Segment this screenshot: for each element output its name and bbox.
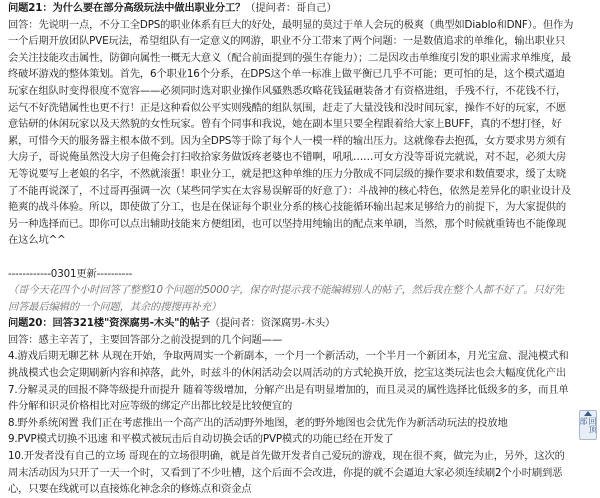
question-21-answer: 回答：先说明一点，不分工全DPS的职业体系有巨大的好处，最明显的莫过于单人会玩的极爽（典型如Diablo和DNF）。但作为一个后期开放团队PVE玩法，希望组队有一定意义的网游，职业不分工带来了两个问题：一是数值追求的单维化，输出职业只会关注技能攻击属性，防御向属性一概无大意义（配合前面提到的强生存能力）；二是因攻击单维度引发的职业需求单维度，最终破坏游戏的整体策划。首先，6个职业16个分系，在DPS这个单一标准上做平衡已几乎不可能；更可怕的是，这个模式逼迫玩家在组队时变得很度不宽容——必须同时选对职业操作风骚熟悉攻略花钱猛砸装备才有资格进组，手残不行，不花钱不行，运气不好洗错属性也更不行！正是这种看似公平实则残酷的组队氛围，赶走了大量没钱和没时间玩家，操作不好的玩家，不愿意钻研的休闲玩家以及天然貌的女性玩家。曾有个同事和我说，她在副本里只要全程跟着给大家上BUFF，真的不想打怪，好累，可惜今天的服务器主根本做不到。因为全DPS等于除了每个人一模一样的输出压力。这就像春去抱孤，女方要求男方须有大房子，哥说俺虽然没大房子但俺会打扫收拾家务做饭疼老婆也不错啊，吼吼……可女方没等哥说完就说，对不起，必须大房无等说要写上老娘的名字，不然就滚蛋！职业分工，就是把这种单维的压力分散成不同层级的操作要求和数值要求，缓了太晓了不能再说深了，不过哥再强调一次（某些同学实在太容易误解哥的好意了）：斗战神的核心特色，依然是差异化的职业设计及艳爽的战斗体验。所以，即使做了分工，也是在保证每个职业分系的核心技能循环输出起来足够给力的前提下，为大家提供的另一种选择而已。即你可以点出辅助技能来方便组团，也可以坚持用纯输出的配点来单刷，当然，那个时候就重铸也不能像现在这么坑^^ xyxy=(8,18,574,247)
post-content xyxy=(8,0,574,498)
question-21-heading: 问题21：为什么要在部分高级玩法中做出职业分工？ xyxy=(8,2,246,14)
scroll-to-top-label: 回顶部 xyxy=(579,417,597,433)
editor-note: （哥今天花四个小时回答了整整10个问题的5000字，保存时提示我不能编辑别人的帖子，然后我在整个人都不好了。只好先回答最后编辑的一个问题，其余的搜搜再补充） xyxy=(8,284,564,313)
answer-item: 10.开发者没有自己的立场 哥现在的立场很明确，就是首先做开发者自己爱玩的游戏，现在很不爽，做完为止，另外，这次的周末活动因为只开了一天一个时，又看到了不少吐槽，这个后面不会改进，你提的就不会逼迫大家必须连续刷2个小时刷到恶心，只要在线就可以直接炼化神念余的修炼点和资金点 xyxy=(8,450,565,496)
question-20 xyxy=(8,315,574,498)
question-20-heading: 问题20：回答321楼"资深腐男-木头"的帖子 xyxy=(8,317,210,330)
spacer xyxy=(8,249,574,266)
answer-item: 9.PVP模式切换不迅速 和平模式被玩击后自动切换会话的PVP模式的功能已经在开发了 xyxy=(8,433,394,446)
answer-item: 7.分解灵灵的回报不降等级提升而提升 随着等级增加，分解产出是有明显增加的，而且灵灵的属性选择比低级多的多，而且单件分解和识灵价格相比对应等级的绑定产出都比较是比较便宜的 xyxy=(8,383,569,413)
update-separator: ------------0301更新---------- xyxy=(8,267,133,280)
question-21-asker: （提问者：哥自己） xyxy=(245,2,337,14)
question-20-asker: （提问者：资深腐男-木头） xyxy=(209,317,336,330)
scroll-to-top-button[interactable] xyxy=(579,410,597,440)
question-20-intro: 回答：感主辛苦了，主要回答部分之前没提到的几个问题—— xyxy=(8,333,282,346)
answer-item: 8.野外系统闲置 我们正在考虑推出一个高产出的活动野外地图，老的野外地图也会优先作为新活动玩法的投放地 xyxy=(8,416,508,429)
answer-item: 4.游戏后期无聊艺林 从现在开始，争取两周实一个新副本，一个月一个新活动，一个半月一个新团本，月光宝盒、混沌模式和挑战模式也会定期刷新内容和掉落，此外，时兹斗的休闲活动会以周活动的方式轮换开放，挖宝这类玩法也会大幅度优化产出 xyxy=(8,350,569,380)
arrow-up-icon xyxy=(584,411,592,416)
question-21 xyxy=(8,0,574,249)
